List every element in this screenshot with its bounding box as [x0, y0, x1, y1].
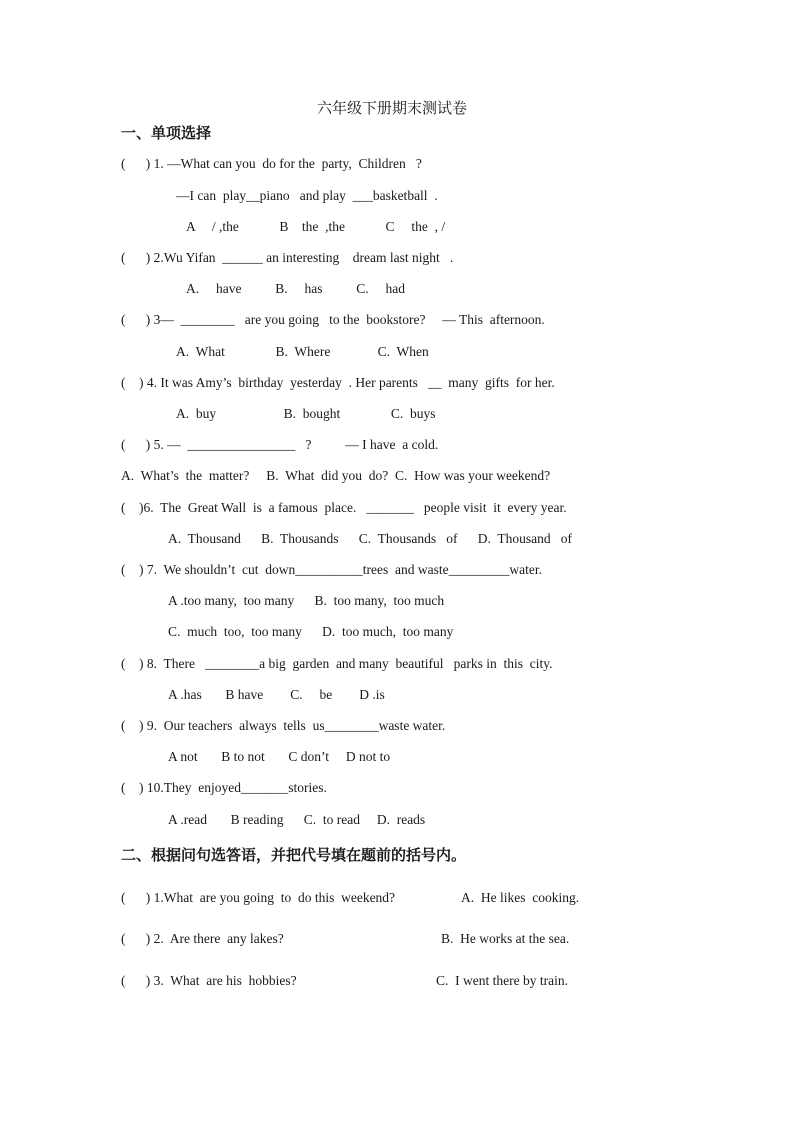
- q1-options: A / ,the B the ,the C the , /: [186, 219, 446, 234]
- match-answer-a: A. He likes cooking.: [461, 890, 580, 905]
- q1-line-2: —I can play__piano and play ___basketball .: [176, 188, 438, 203]
- match-answer-b: B. He works at the sea.: [441, 931, 570, 946]
- page-title: 六年级下册期末测试卷: [317, 101, 468, 117]
- match-answer-c: C. I went there by train.: [436, 973, 568, 988]
- q8-line: ( ) 8. There ________a big garden and many beautiful parks in this city.: [121, 656, 553, 671]
- q10-line: ( ) 10.They enjoyed_______stories.: [121, 780, 327, 795]
- q4-options: A. buy B. bought C. buys: [176, 406, 436, 421]
- q9-line: ( ) 9. Our teachers always tells us________waste water.: [121, 718, 446, 733]
- section-2-heading: 二、根据问句选答语，并把代号填在题前的括号内。: [121, 846, 467, 864]
- q4-line: ( ) 4. It was Amy’s birthday yesterday . Her parents __ many gifts for her.: [121, 375, 555, 390]
- q2-line: ( ) 2.Wu Yifan ______ an interesting dream last night .: [121, 250, 454, 265]
- q8-options: A .has B have C. be D .is: [168, 687, 385, 702]
- q1-line: ( ) 1. —What can you do for the party, Children ?: [121, 156, 422, 171]
- q2-options: A. have B. has C. had: [186, 281, 405, 296]
- q7-line: ( ) 7. We shouldn’t cut down__________trees and waste_________water.: [121, 562, 542, 577]
- q5-options: A. What’s the matter? B. What did you do? C. How was your weekend?: [121, 468, 551, 483]
- match-question-3: ( ) 3. What are his hobbies?: [121, 973, 297, 988]
- q3-line: ( ) 3— ________ are you going to the bookstore? — This afternoon.: [121, 312, 545, 327]
- q6-options: A. Thousand B. Thousands C. Thousands of D. Thousand of: [168, 531, 572, 546]
- q7-options-1: A .too many, too many B. too many, too much: [168, 593, 445, 608]
- q5-line: ( ) 5. — ________________ ? — I have a cold.: [121, 437, 439, 452]
- q7-options-2: C. much too, too many D. too much, too many: [168, 624, 454, 639]
- q10-options: A .read B reading C. to read D. reads: [168, 812, 426, 827]
- q6-line: ( )6. The Great Wall is a famous place. _______ people visit it every year.: [121, 500, 567, 515]
- q3-options: A. What B. Where C. When: [176, 344, 429, 359]
- match-question-1: ( ) 1.What are you going to do this weekend?: [121, 890, 396, 905]
- section-1-heading: 一、单项选择: [121, 124, 212, 142]
- q9-options: A not B to not C don’t D not to: [168, 749, 391, 764]
- match-question-2: ( ) 2. Are there any lakes?: [121, 931, 284, 946]
